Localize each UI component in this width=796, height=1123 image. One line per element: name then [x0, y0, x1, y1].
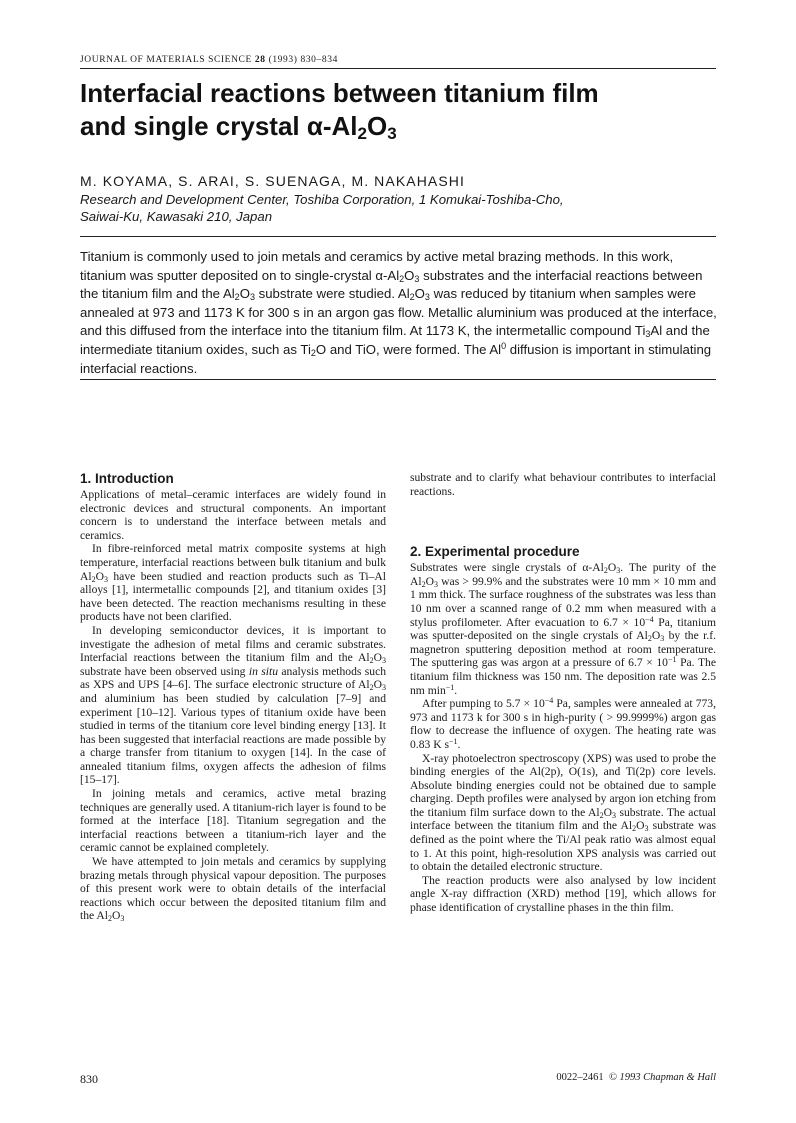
journal-volume: 28	[254, 55, 266, 65]
page-number: 830	[80, 1072, 98, 1086]
paragraph: In joining metals and ceramics, active metal brazing techniques are generally used. A titanium-rich layer is found to be formed at the interface [18]. Titanium segregation and the interfacial reactions between a titanium-rich layer and the ceramic cannot be explained completely.	[80, 787, 386, 855]
right-column	[410, 471, 716, 915]
paragraph: Applications of metal–ceramic interfaces are widely found in electronic devices and structural components. An important concern is to understand the interface between metals and ceramics.	[80, 488, 386, 542]
paragraph-continuation: substrate and to clarify what behaviour contributes to interfacial reactions.	[410, 471, 716, 498]
affiliation: Research and Development Center, Toshiba Corporation, 1 Komukai-Toshiba-Cho, Saiwai-Ku, Kawasaki 210, Japan	[80, 192, 564, 224]
section-heading-introduction: 1. Introduction	[80, 471, 174, 486]
paragraph: Substrates were single crystals of $\alpha-Al_2O_3$. The purity of the $Al_2O_3$ was > 99.9% and the substrates were 10 mm × 10 mm and 1 mm thick. The surface roughness of the substrates was less than 10 nm over a scanned range of 0.2 mm when measured with a stylus profilometer. After evacuation to $6.7 \times 10^{-4}$ Pa, titanium was sputter-deposited on the single crystals of $Al_2O_3$ by the r.f. magnetron sputtering deposition method at room temperature. The sputtering gas was argon at a pressure of $6.7 \times 10^{-1}$ Pa. The titanium film thickness was 150 nm. The deposition rate was 2.5 nm $\min^{-1}$.	[410, 561, 716, 697]
paragraph: After pumping to $5.7 \times 10^{-4}$ Pa, samples were annealed at 773, 973 and 1173 k for 300 s in high-purity ( > 99.9999%) argon gas flow to decrease the influence of oxygen. The heating rate was 0.83 K $s^{-1}$.	[410, 696, 716, 751]
paragraph: X-ray photoelectron spectroscopy (XPS) was used to probe the binding energies of the Al(2p), O(1s), and Ti(2p) core levels. Absolute binding energies could not be obtained due to sample charging. Depth profiles were analysed by argon ion etching from the titanium film surface down to the $Al_2O_3$ substrate. The actual interface between the titanium film and the $Al_2O_3$ substrate was defined as the point where the Ti/Al peak ratio was almost equal to 1. At this point, high-resolution XPS analysis was carried out to obtain the detailed electronic structure.	[410, 751, 716, 874]
abstract: Titanium is commonly used to join metals and ceramics by active metal brazing methods. In this work, titanium was sputter deposited on to single-crystal $\alpha-Al_2O_3$ substrates and the interfacial reactions between the titanium film and the $Al_2O_3$ substrate were studied. $Al_2O_3$ was reduced by titanium when samples were annealed at 973 and 1173 K for 300 s in an argon gas flow. Metallic aluminium was produced at the interface, and this diffused from the interface into the titanium film. At 1173 K, the intermetallic compound $Ti_3Al$ and the intermediate titanium oxides, such as $Ti_2O$ and TiO, were formed. The Al$^0$ diffusion is important in stimulating interfacial reactions.	[80, 249, 717, 376]
journal-header	[80, 55, 716, 69]
paragraph: We have attempted to join metals and ceramics by supplying brazing metals through physical vapour deposition. The purposes of this present work were to obtain details of the interfacial reactions which occur between the deposited titanium film and the $Al_2O_3$	[80, 855, 386, 924]
journal-name: JOURNAL OF MATERIALS SCIENCE	[80, 55, 252, 65]
journal-issue: (1993) 830–834	[268, 55, 338, 65]
abstract-top-rule	[80, 236, 716, 237]
footer-copyright: 0022–2461 © 1993 Chapman & Hall	[556, 1072, 716, 1083]
article-title: Interfacial reactions between titanium film and single crystal $\alpha-Al_2O_3$	[80, 78, 599, 143]
section-heading-experimental: 2. Experimental procedure	[410, 544, 580, 560]
left-column	[80, 471, 386, 923]
author-list: M. KOYAMA, S. ARAI, S. SUENAGA, M. NAKAHASHI	[80, 173, 465, 189]
paragraph: The reaction products were also analysed by low incident angle X-ray diffraction (XRD) method [19], which allows for phase identification of crystalline phases in the thin film.	[410, 873, 716, 915]
paragraph: In fibre-reinforced metal matrix composite systems at high temperature, interfacial reactions between bulk titanium and bulk $Al_2O_3$ have been studied and reaction products such as Ti–Al alloys [1], intermetallic compounds [2], and titanium oxides [3] have been detected. The reaction mechanisms resulting in these products have not been clarified.	[80, 542, 386, 624]
paragraph: In developing semiconductor devices, it is important to investigate the adhesion of metal films and ceramic substrates. Interfacial reactions between the titanium film and the $Al_2O_3$ substrate have been observed using in situ analysis methods such as XPS and UPS [4–6]. The surface electronic structure of $Al_2O_3$ and aluminium has been studied by calculation [7–9] and experiment [10–12]. Various types of titanium oxide have been studied in terms of the titanium core level binding energy [13]. It has been suggested that interfacial reactions are made possible by a charge transfer from titanium to oxygen [14]. In the case of annealed titanium films, oxygen affects the adhesion of films [15–17].	[80, 623, 387, 787]
abstract-bottom-rule	[80, 379, 716, 380]
